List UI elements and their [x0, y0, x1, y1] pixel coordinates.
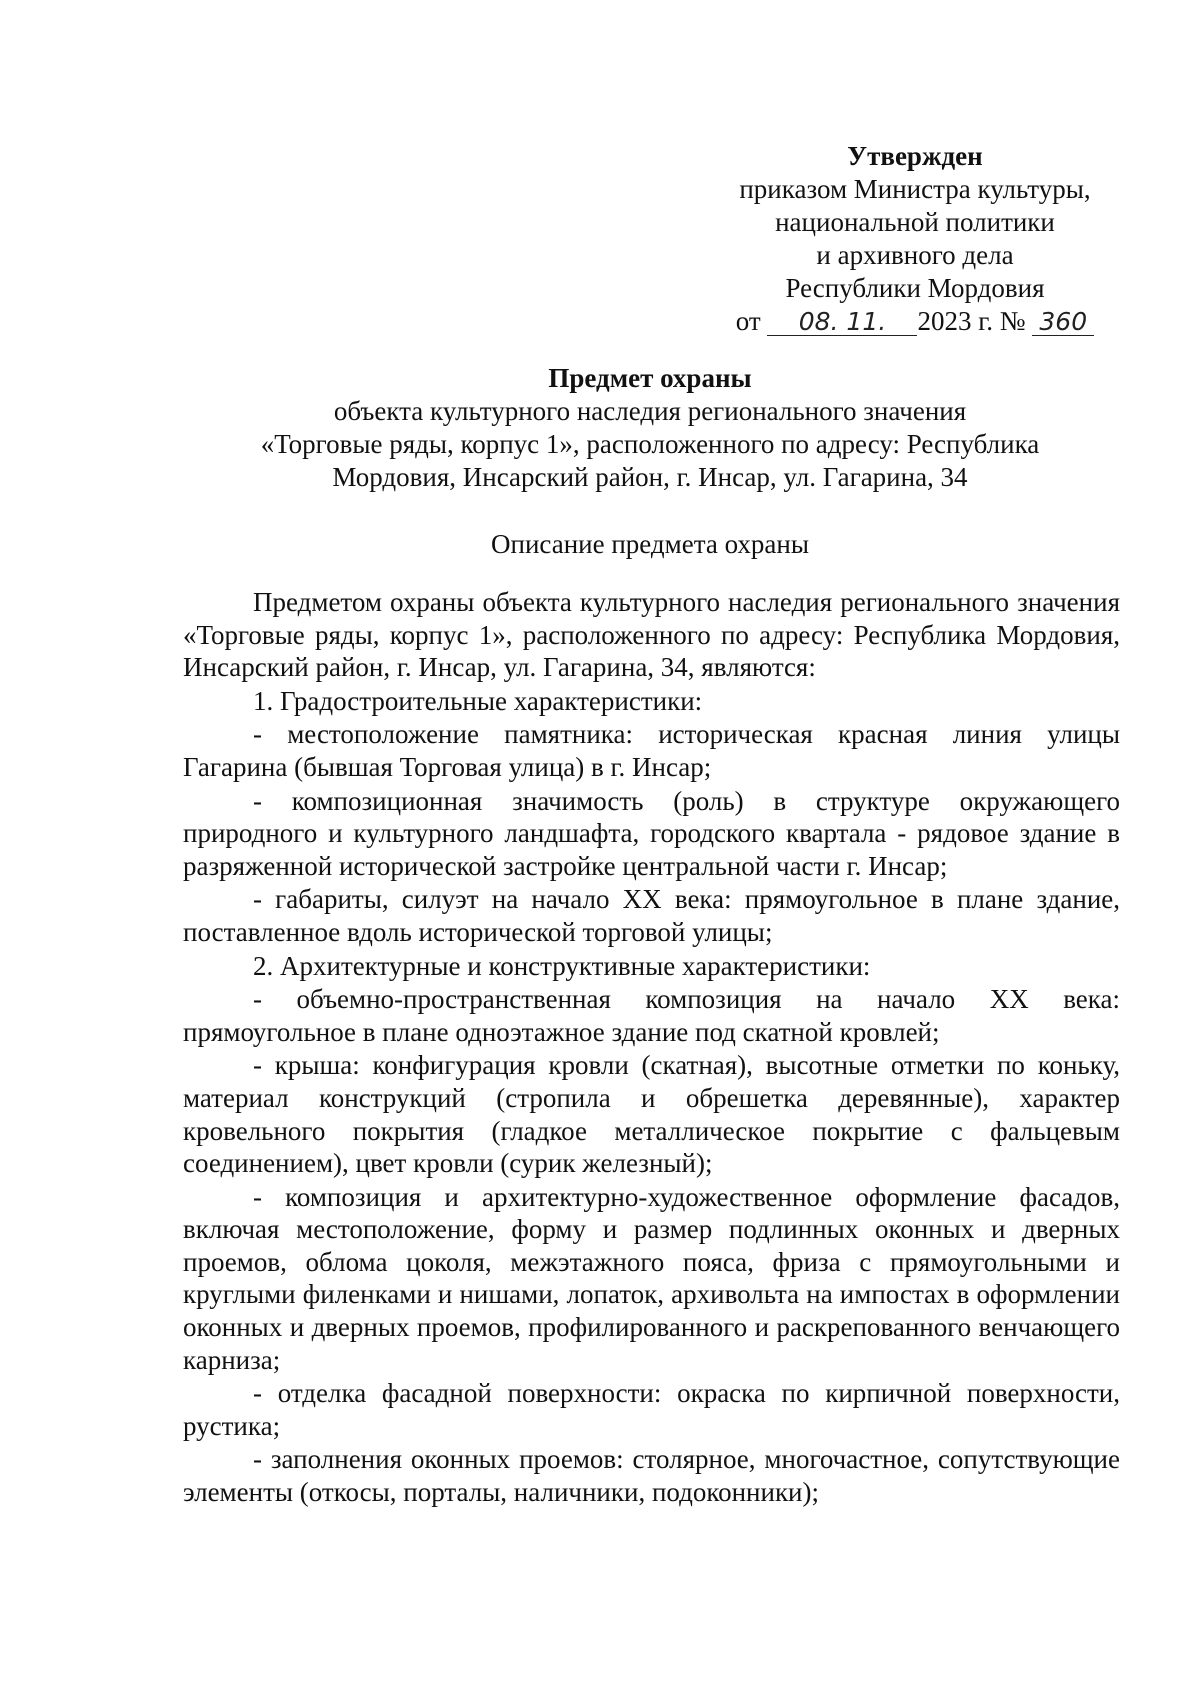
approval-line: национальной политики	[775, 207, 1055, 237]
paragraph: 2. Архитектурные и конструктивные характеристики:	[253, 950, 871, 981]
handwritten-date: 08. 11.	[798, 307, 887, 336]
paragraph: - объемно-пространственная композиция на начало XX века: прямоугольное в плане одноэтажное здание под скатной кровлей;	[183, 984, 1120, 1047]
title-line: «Торговые ряды, корпус 1», расположенного по адресу: Республика	[260, 429, 1040, 459]
approval-block	[700, 140, 1130, 338]
paragraph: - композиция и архитектурно-художественное оформление фасадов, включая местоположение, форму и размер подлинных оконных и дверных проемов, облома цоколя, межэтажного пояса, фриза с прямоугольными и круглыми филенками и нишами, лопаток, архивольта на импостах в оформлении оконных и дверных проемов, профилированного и раскрепованного венчающего карниза;	[183, 1181, 1120, 1375]
paragraph: - отделка фасадной поверхности: окраска по кирпичной поверхности, рустика;	[183, 1378, 1120, 1441]
paragraph: Предметом охраны объекта культурного наследия регионального значения «Торговые ряды, корпус 1», расположенного по адресу: Республика Мордовия, Инсарский район, г. Инсар, ул. Гагарина, 34, являются:	[183, 587, 1120, 683]
year-text: 2023 г. №	[917, 306, 1026, 336]
number-field	[1032, 308, 1094, 336]
paragraph: 1. Градостроительные характеристики:	[253, 685, 703, 716]
paragraph: - заполнения оконных проемов: столярное, многочастное, сопутствующие элементы (откосы, порталы, наличники, подоконники);	[183, 1444, 1120, 1508]
section-subtitle: Описание предмета охраны	[491, 529, 809, 559]
approval-line: и архивного дела	[816, 240, 1014, 270]
date-field	[767, 308, 917, 336]
title-line: объекта культурного наследия регионального значения	[333, 396, 967, 426]
paragraph: - композиционная значимость (роль) в структуре окружающего природного и культурного ландшафта, городского квартала - рядовое здание в разряженной исторической застройке центральной части г. Инсар;	[183, 785, 1120, 881]
document-body	[183, 586, 1120, 1509]
paragraph: - крыша: конфигурация кровли (скатная), высотные отметки по коньку, материал конструкций (стропила и обрешетка деревянные), характер кровельного покрытия (гладкое металлическое покрытие с фальцевым соединением), цвет кровли (сурик железный);	[183, 1050, 1120, 1179]
paragraph: - местоположение памятника: историческая красная линия улицы Гагарина (бывшая Торговая улица) в г. Инсар;	[183, 719, 1120, 782]
paragraph: - габариты, силуэт на начало XX века: прямоугольное в плане здание, поставленное вдоль исторической торговой улицы;	[183, 884, 1120, 947]
date-prefix: от	[735, 306, 761, 336]
document-title	[180, 362, 1120, 494]
approval-line: приказом Министра культуры,	[739, 174, 1091, 204]
order-date-line	[700, 305, 1130, 338]
title-line: Мордовия, Инсарский район, г. Инсар, ул. Гагарина, 34	[332, 462, 968, 492]
handwritten-number: 360	[1039, 307, 1088, 336]
approval-label: Утвержден	[847, 141, 983, 171]
approval-line: Республики Мордовия	[785, 273, 1045, 303]
title-heading: Предмет охраны	[548, 363, 752, 393]
